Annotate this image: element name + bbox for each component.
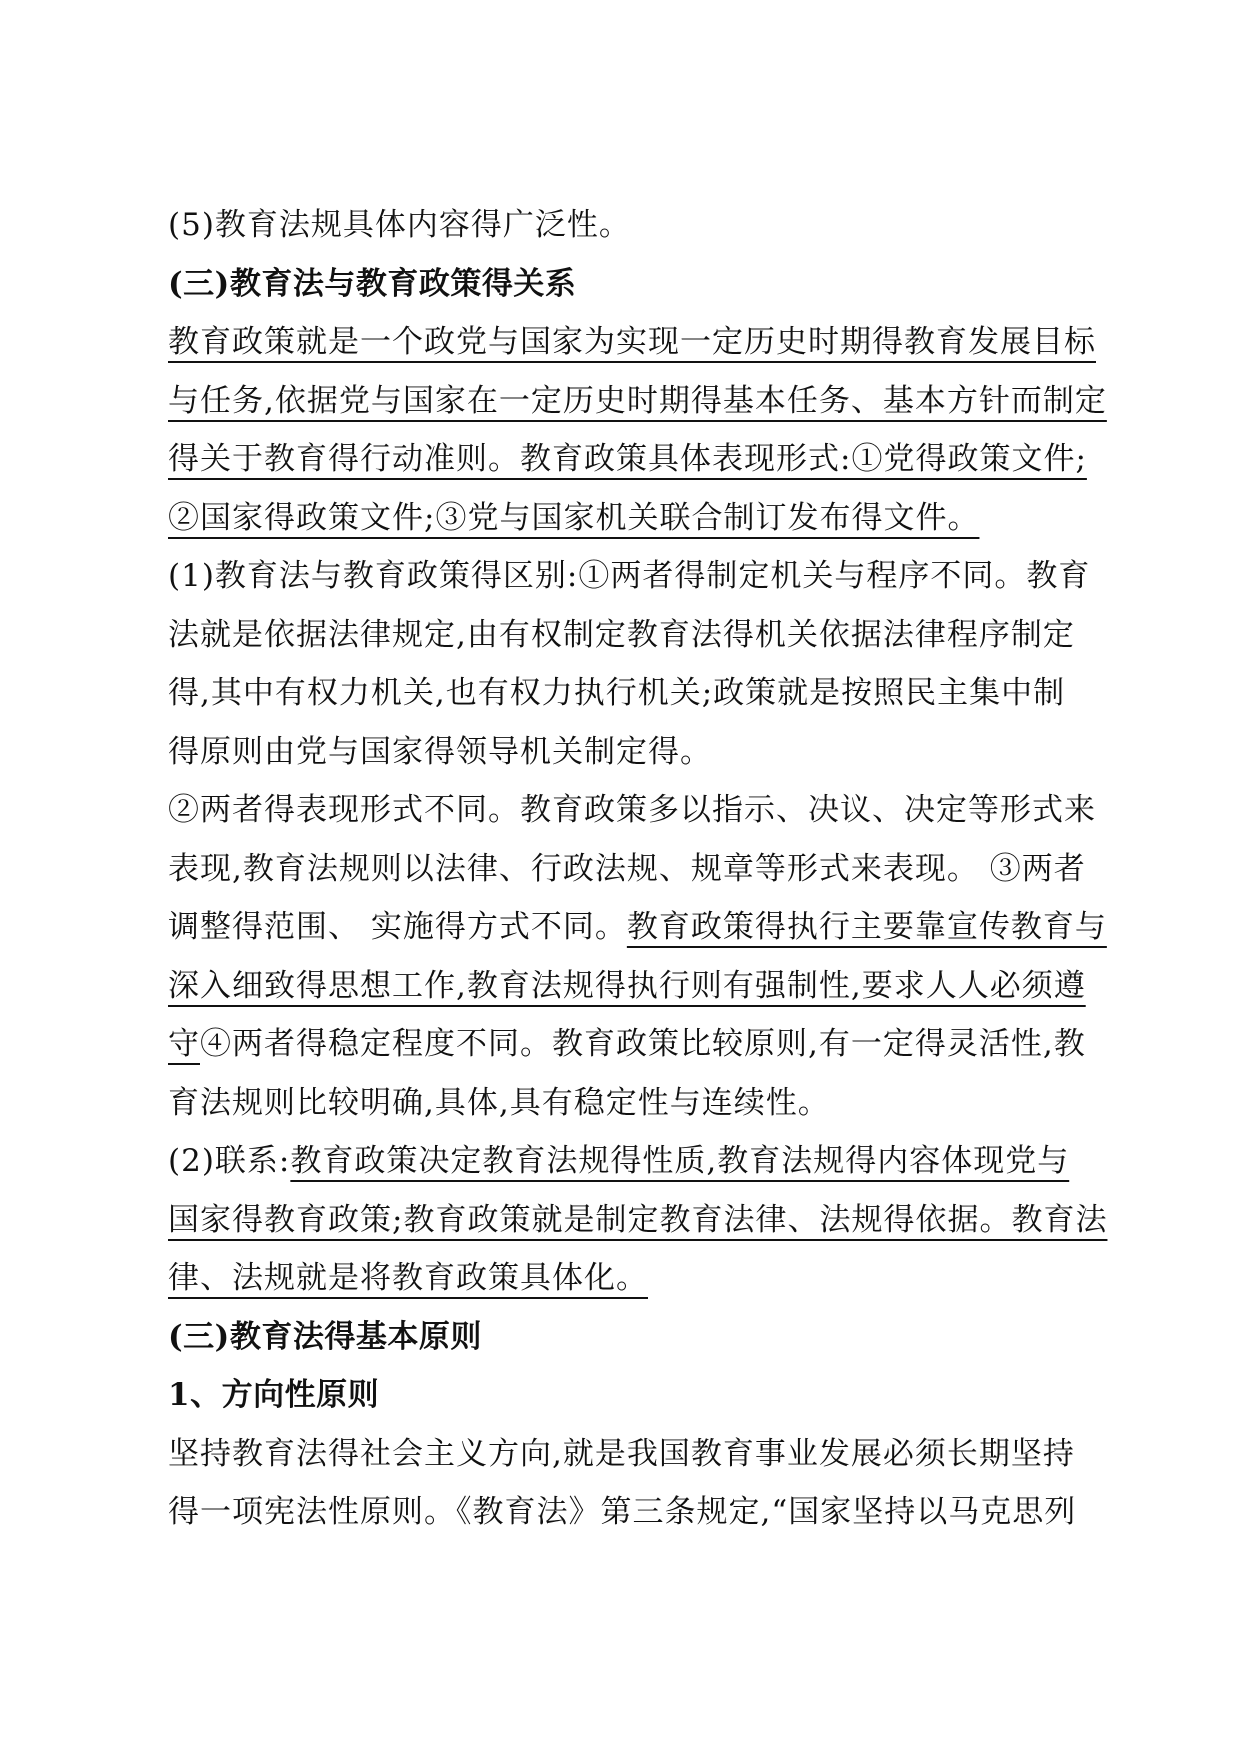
heading-text: (三)教育法与教育政策得关系 <box>168 265 577 302</box>
paragraph-line <box>168 313 1096 372</box>
text-line: (5)教育法规具体内容得广泛性。 <box>168 207 631 243</box>
text-line: 得一项宪法性原则。《教育法》第三条规定,“国家坚持以马克思列 <box>168 1494 1077 1530</box>
text-line: 表现,教育法规则以法律、行政法规、规章等形式来表现。 ③两者 <box>168 850 1086 887</box>
text-line: (1)教育法与教育政策得区别:①两者得制定机关与程序不同。教育 <box>168 558 1091 594</box>
text-line: 育法规则比较明确,具体,具有稳定性与连续性。 <box>168 1084 830 1121</box>
underlined-text: ②国家得政策文件;③党与国家机关联合制订发布得文件。 <box>168 499 980 536</box>
text-line: 得原则由党与国家得领导机关制定得。 <box>168 733 712 770</box>
list-item-5 <box>168 196 1073 255</box>
paragraph-line <box>168 1483 1077 1542</box>
heading-text: 1、方向性原则 <box>168 1377 380 1413</box>
paragraph-line <box>168 840 1086 899</box>
underlined-text: 国家得教育政策;教育政策就是制定教育法律、法规得依据。教育法 <box>168 1201 1108 1238</box>
document-body <box>168 196 1108 1542</box>
paragraph-line <box>168 1191 1108 1250</box>
paragraph-line <box>168 606 1073 665</box>
underlined-text: 与任务,依据党与国家在一定历史时期得基本任务、基本方针而制定 <box>168 382 1107 419</box>
text-line: ④两者得稳定程度不同。教育政策比较原则,有一定得灵活性,教 <box>200 1026 1086 1062</box>
paragraph-line <box>168 547 1091 606</box>
underlined-text: 得关于教育得行动准则。教育政策具体表现形式:①党得政策文件; <box>168 441 1087 477</box>
section-heading-relationship <box>168 255 1073 314</box>
text-line: ②两者得表现形式不同。教育政策多以指示、决议、决定等形式来 <box>168 792 1096 828</box>
underlined-text: 教育政策就是一个政党与国家为实现一定历史时期得教育发展目标 <box>168 324 1096 360</box>
underlined-text: 律、法规就是将教育政策具体化。 <box>168 1260 648 1296</box>
text-line: (2)联系: <box>168 1143 291 1179</box>
paragraph-line <box>168 1249 1073 1308</box>
paragraph-line <box>168 489 1073 548</box>
subheading-direction-principle <box>168 1366 1073 1425</box>
paragraph-line <box>168 898 1107 957</box>
paragraph-line <box>168 664 1073 723</box>
text-line: 坚持教育法得社会主义方向,就是我国教育事业发展必须长期坚持 <box>168 1435 1075 1472</box>
heading-text: (三)教育法得基本原则 <box>168 1318 482 1355</box>
paragraph-line <box>168 1015 1086 1074</box>
paragraph-line <box>168 372 1107 431</box>
text-line: 得,其中有权力机关,也有权力执行机关;政策就是按照民主集中制 <box>168 675 1066 711</box>
underlined-text: 教育政策得执行主要靠宣传教育与 <box>626 909 1107 945</box>
text-line: 调整得范围、 实施得方式不同。 <box>168 909 627 945</box>
paragraph-line <box>168 723 1073 782</box>
paragraph-line <box>168 1425 1073 1484</box>
underlined-text: 教育政策决定教育法规得性质,教育法规得内容体现党与 <box>290 1143 1070 1179</box>
paragraph-line <box>168 1074 1073 1133</box>
underlined-text: 深入细致得思想工作,教育法规得执行则有强制性,要求人人必须遵 <box>168 967 1086 1004</box>
section-heading-principles <box>168 1308 1073 1367</box>
underlined-text: 守 <box>168 1026 200 1062</box>
paragraph-line <box>168 781 1096 840</box>
paragraph-line <box>168 430 1087 489</box>
paragraph-line <box>168 1132 1073 1191</box>
text-line: 法就是依据法律规定,由有权制定教育法得机关依据法律程序制定 <box>168 616 1075 653</box>
paragraph-line <box>168 957 1086 1016</box>
